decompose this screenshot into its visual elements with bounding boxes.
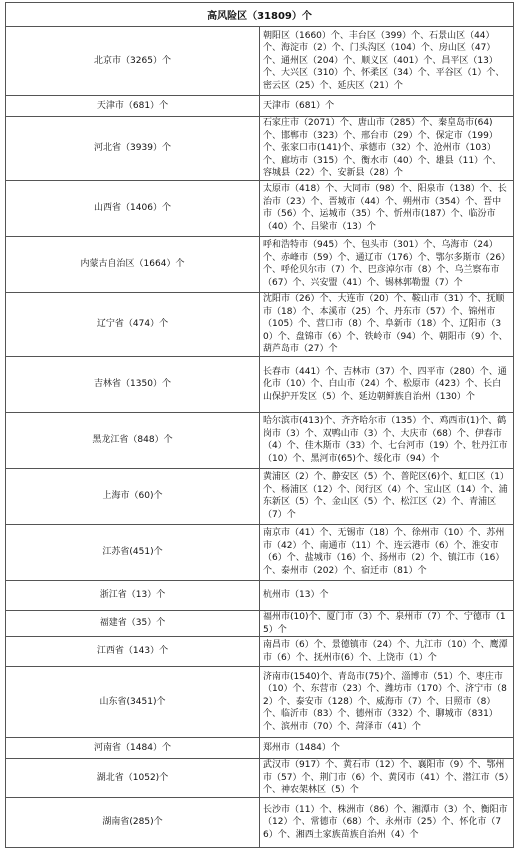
district-list-cell: 朝阳区（1660）个、丰台区（399）个、石景山区（44）个、海淀市（2）个、门头沟区（104）个、房山区（47）个、通州区（204）个、顺义区（401）个、昌平区（13）个、大兴区（310）个、怀柔区（34）个、平谷区（1）个、密云区（25）个、延庆区（21）个 bbox=[260, 27, 514, 96]
region-cell: 河北省（3939）个 bbox=[6, 117, 260, 181]
table-row bbox=[6, 738, 514, 759]
table-row bbox=[6, 412, 514, 468]
region-cell: 山东省(3451)个 bbox=[6, 667, 260, 738]
district-list-cell: 太原市（418）个、大同市（98）个、阳泉市（138）个、长治市（23）个、晋城市（44）个、朔州市（354）个、晋中市（56）个、运城市（35）个、忻州市(187）个、临汾市（40）个、吕梁市（13）个 bbox=[260, 180, 514, 236]
region-cell: 江苏省(451)个 bbox=[6, 524, 260, 580]
table-header-row bbox=[6, 3, 514, 27]
risk-area-sheet bbox=[5, 2, 514, 848]
district-list-cell: 郑州市（1484）个 bbox=[260, 738, 514, 759]
district-list-cell: 福州市(10)个、厦门市（3）个、泉州市（7）个、宁德市（15）个 bbox=[260, 610, 514, 636]
table-row bbox=[6, 759, 514, 798]
table-row bbox=[6, 356, 514, 412]
region-cell: 江西省（143）个 bbox=[6, 637, 260, 667]
district-list-cell: 沈阳市（26）个、大连市（20）个、鞍山市（31）个、抚顺市（18）个、本溪市（25）个、丹东市（57）个、锦州市（105）个、营口市（8）个、阜新市（18）个、辽阳市（30）个、盘锦市（6）个、铁岭市（94）个、朝阳市（9）个、葫芦岛市（27）个 bbox=[260, 292, 514, 356]
table-row bbox=[6, 798, 514, 848]
region-cell: 浙江省（13）个 bbox=[6, 580, 260, 610]
region-cell: 辽宁省（474）个 bbox=[6, 292, 260, 356]
table-row bbox=[6, 117, 514, 181]
district-list-cell: 黄浦区（2）个、静安区（5）个、普陀区(6)个、虹口区（1）个、杨浦区（12）个、闵行区（4）个、宝山区（14）个、浦东新区（5）个、金山区（5）个、松江区（2）个、青浦区（7）个 bbox=[260, 468, 514, 524]
region-cell: 北京市（3265）个 bbox=[6, 27, 260, 96]
table-body bbox=[6, 27, 514, 848]
table-row bbox=[6, 180, 514, 236]
district-list-cell: 长沙市（11）个、株洲市（86）个、湘潭市（3）个、衡阳市（12）个、常德市（68）个、永州市（25）个、怀化市（76）个、湘西土家族苗族自治州（4）个 bbox=[260, 798, 514, 848]
region-cell: 福建省（35）个 bbox=[6, 610, 260, 636]
district-list-cell: 长春市（441）个、吉林市（37）个、四平市（280）个、通化市（10）个、白山市（24）个、松原市（423）个、长白山保护开发区（5）个、延边朝鲜族自治州（130）个 bbox=[260, 356, 514, 412]
table-row bbox=[6, 27, 514, 96]
region-cell: 湖北省（1052)个 bbox=[6, 759, 260, 798]
table-row bbox=[6, 96, 514, 117]
district-list-cell: 石家庄市（2071）个、唐山市（285）个、秦皇岛市(64)个、邯郸市（323）个、邢台市（29）个、保定市（199）个、张家口市(141)个、承德市（32）个、沧州市（103）个、廊坊市（315）个、衡水市（40）个、雄县（11）个、容城县（22）个、安新县（28）个 bbox=[260, 117, 514, 181]
table-row bbox=[6, 468, 514, 524]
district-list-cell: 呼和浩特市（945）个、包头市（301）个、乌海市（24）个、赤峰市（59）个、通辽市（176）个、鄂尔多斯市（26）个、呼伦贝尔市（7）个、巴彦淖尔市（8）个、乌兰察布市（67）个、兴安盟（41）个、锡林郭勒盟（7）个 bbox=[260, 236, 514, 292]
region-cell: 湖南省(285)个 bbox=[6, 798, 260, 848]
table-row bbox=[6, 610, 514, 636]
table-row bbox=[6, 524, 514, 580]
table-row bbox=[6, 236, 514, 292]
region-cell: 河南省（1484）个 bbox=[6, 738, 260, 759]
table-row bbox=[6, 637, 514, 667]
region-cell: 山西省（1406）个 bbox=[6, 180, 260, 236]
region-cell: 天津市（681）个 bbox=[6, 96, 260, 117]
table-row bbox=[6, 667, 514, 738]
district-list-cell: 南昌市（6）个、景德镇市（24）个、九江市（10）个、鹰潭市（6）个、抚州市(6）个、上饶市（1）个 bbox=[260, 637, 514, 667]
district-list-cell: 南京市（41）个、无锡市（18）个、徐州市（10）个、苏州市（42）个、南通市（11）个、连云港市（6）个、淮安市（6）个、盐城市（16）个、扬州市（2）个、镇江市（16）个、泰州市（202）个、宿迁市（81）个 bbox=[260, 524, 514, 580]
region-cell: 黑龙江省（848）个 bbox=[6, 412, 260, 468]
district-list-cell: 济南市(1540)个、青岛市(75)个、淄博市（51）个、枣庄市（10）个、东营市（23）个、潍坊市（170）个、济宁市（82）个、泰安市（128）个、威海市（7）个、日照市（8）个、临沂市（83）个、德州市（332）个、聊城市（831）个、滨州市（70）个、菏泽市（41）个 bbox=[260, 667, 514, 738]
region-cell: 内蒙古自治区（1664）个 bbox=[6, 236, 260, 292]
region-cell: 上海市（60)个 bbox=[6, 468, 260, 524]
table-row bbox=[6, 580, 514, 610]
risk-area-table bbox=[5, 2, 514, 848]
district-list-cell: 哈尔滨市(413)个、齐齐哈尔市（135）个、鸡西市(1)个、鹤岗市（3）个、双鸭山市（3）个、大庆市（68）个、伊春市（4）个、佳木斯市（33）个、七台河市（19）个、牡丹江市（10）个、黑河市(65)个、绥化市（94）个 bbox=[260, 412, 514, 468]
table-row bbox=[6, 292, 514, 356]
district-list-cell: 杭州市（13）个 bbox=[260, 580, 514, 610]
district-list-cell: 武汉市（917）个、黄石市（12）个、襄阳市（9）个、鄂州市（57）个、荆门市（6）个、黄冈市（41）个、潜江市（5）个、神农架林区（5）个 bbox=[260, 759, 514, 798]
region-cell: 吉林省（1350）个 bbox=[6, 356, 260, 412]
table-title: 高风险区（31809）个 bbox=[6, 3, 514, 27]
district-list-cell: 天津市（681）个 bbox=[260, 96, 514, 117]
